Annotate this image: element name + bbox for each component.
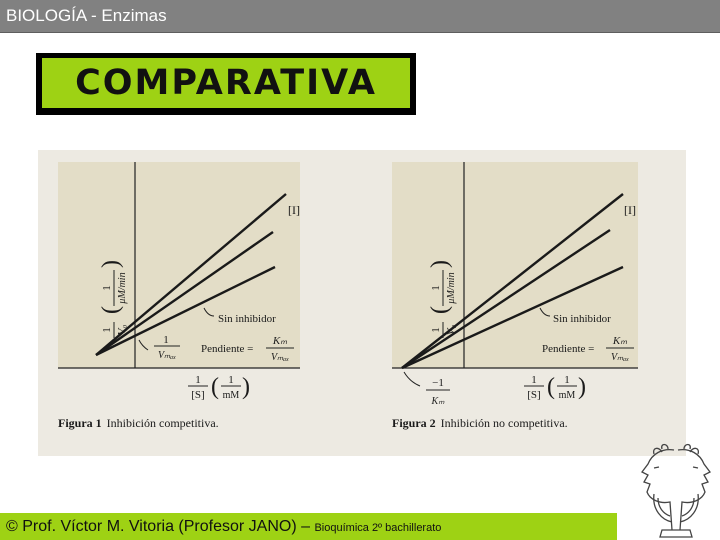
figure-2 xyxy=(392,162,638,430)
slide-title: COMPARATIVA xyxy=(75,63,377,103)
figure-1-caption-text: Inhibición competitiva. xyxy=(106,416,219,430)
footer-credit-sub: Bioquímica 2º bachillerato xyxy=(314,522,442,534)
figure-2-slope-label: Pendiente = xyxy=(542,343,595,355)
figure-1-y-paren-right: ) xyxy=(98,260,124,268)
figure-2-x-s: [S] xyxy=(527,389,541,401)
figure-2-x-num: 1 xyxy=(531,374,537,386)
figure-2-y-v0: V₀ xyxy=(445,324,457,336)
slide-title-box xyxy=(36,53,416,115)
figure-1 xyxy=(58,162,300,430)
figure-2-caption xyxy=(392,416,568,430)
figure-2-y-unit-num: 1 xyxy=(430,285,442,291)
footer-credit xyxy=(6,518,441,536)
figure-1-y-v0: V₀ xyxy=(116,324,128,336)
figure-1-x-paren-left: ( xyxy=(211,374,219,400)
figure-2-label-no-inhibitor: Sin inhibidor xyxy=(553,313,611,325)
figure-1-y-unit-den: μM/min xyxy=(117,272,128,304)
janus-head-icon xyxy=(632,440,720,540)
figure-1-y-paren-left: ( xyxy=(98,306,124,314)
figure-1-x-num: 1 xyxy=(195,374,201,386)
figure-2-x-unit-num: 1 xyxy=(564,374,570,386)
figure-2-caption-bold: Figura 2 xyxy=(392,416,436,430)
figure-1-slope-den: Vₘₐₓ xyxy=(270,352,290,363)
slide-title-inner xyxy=(42,58,410,108)
figure-svg xyxy=(38,150,686,456)
figure-1-x-unit-den: mM xyxy=(222,390,240,401)
figure-2-y-unit-den: μM/min xyxy=(446,272,457,304)
figure-1-intercept-num: 1 xyxy=(163,334,169,346)
janus-head-svg xyxy=(632,440,720,540)
figure-2-x-paren-right: ) xyxy=(578,374,586,400)
figure-2-caption-text: Inhibición no competitiva. xyxy=(440,416,568,430)
figure-1-plot-area xyxy=(58,162,300,368)
figure-1-y-unit-num: 1 xyxy=(101,285,113,291)
figure-2-x-paren-left: ( xyxy=(547,374,555,400)
figure-2-slope-den: Vₘₐₓ xyxy=(610,352,630,363)
figure-1-x-unit-num: 1 xyxy=(228,374,234,386)
figure-1-slope-num: Kₘ xyxy=(272,335,288,347)
figure-2-y-num: 1 xyxy=(430,327,442,333)
figure-2-slope-num: Kₘ xyxy=(612,335,628,347)
figure-2-label-I: [I] xyxy=(624,203,636,217)
figure-1-caption-bold: Figura 1 xyxy=(58,416,102,430)
figure-1-label-I: [I] xyxy=(288,203,300,217)
figure-1-label-no-inhibitor: Sin inhibidor xyxy=(218,313,276,325)
figure-2-x-unit-den: mM xyxy=(558,390,576,401)
figure-1-x-paren-right: ) xyxy=(242,374,250,400)
figure-2-y-paren-left: ( xyxy=(427,306,453,314)
figure-1-caption xyxy=(58,416,219,430)
header-bar xyxy=(0,0,720,33)
figure-2-arrow-intercept xyxy=(404,372,420,386)
figure-1-y-num: 1 xyxy=(101,327,113,333)
header-title: BIOLOGÍA - Enzimas xyxy=(6,6,167,25)
footer-bar xyxy=(0,513,617,540)
figure-1-intercept-den: Vₘₐₓ xyxy=(157,350,177,361)
figure-1-x-s: [S] xyxy=(191,389,205,401)
figure-2-intercept-den: Kₘ xyxy=(431,396,445,407)
figure-2-intercept-num: −1 xyxy=(432,377,444,389)
footer-credit-main: © Prof. Víctor M. Vitoria (Profesor JANO) – xyxy=(6,518,311,535)
figure-2-y-paren-right: ) xyxy=(427,260,453,268)
figure-panel xyxy=(38,150,686,456)
figure-1-slope-label: Pendiente = xyxy=(201,343,254,355)
